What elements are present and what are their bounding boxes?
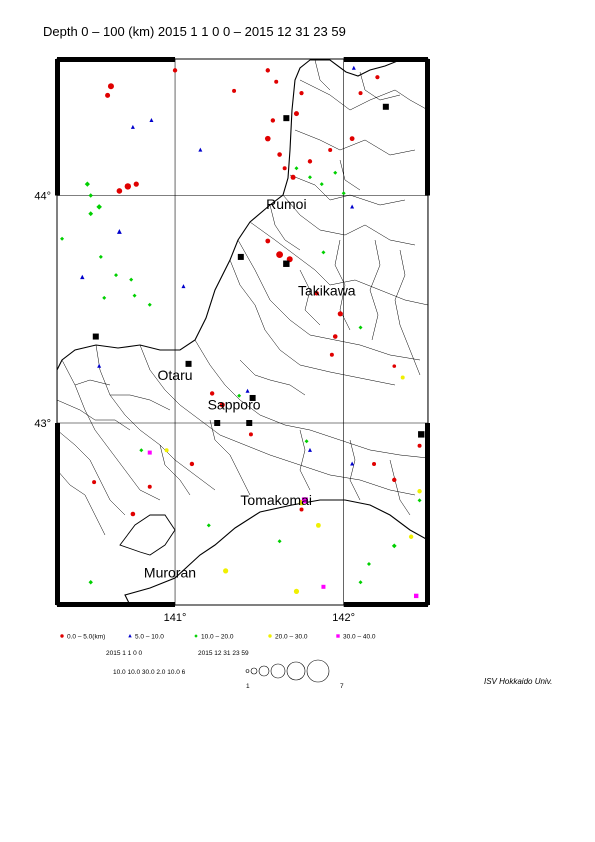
legend-label: 10.0 – 20.0 [201,633,234,641]
city-label: Otaru [157,366,193,383]
event-marker [131,125,135,129]
event-marker [392,543,397,548]
event-marker [165,448,169,452]
event-marker [333,334,338,339]
frame-bar [55,423,60,605]
coastline [57,60,428,605]
legend-timeline-values: 10.0 10.0 30.0 2.0 10.0 6 [113,669,186,676]
magnitude-scale-circle [271,664,285,678]
event-marker [401,376,405,380]
legend-label: 0.0 – 5.0(km) [67,633,106,641]
event-marker [129,278,133,282]
frame-bar [425,423,430,605]
city-label: Rumoi [266,196,307,213]
event-marker [125,183,131,189]
event-marker [359,580,363,584]
legend-symbol [128,634,131,637]
event-marker [367,562,371,566]
event-marker [149,118,153,122]
event-marker [181,284,185,288]
magnitude-min-label: 1 [246,683,250,690]
magnitude-scale-circle [246,670,249,673]
event-marker [133,294,137,298]
event-marker [114,273,118,277]
legend-label: 30.0 – 40.0 [343,633,376,641]
event-marker [330,353,334,357]
frame-bar [57,57,175,62]
event-marker [60,237,64,241]
legend-time-start: 2015 1 1 0 0 [106,650,143,657]
city-label: Takikawa [298,282,356,299]
event-marker [99,255,103,259]
event-marker [108,83,114,89]
event-marker [265,239,270,244]
event-marker [274,80,278,84]
event-marker [93,334,99,340]
event-marker [321,585,325,589]
frame-bar [344,602,428,607]
event-marker [238,254,244,260]
event-marker [96,204,102,210]
legend-symbol [336,634,339,637]
event-marker [383,104,389,110]
event-marker [117,188,123,194]
lat-tick-label: 44° [34,190,51,203]
event-marker [80,275,84,279]
frame-bar [57,602,175,607]
event-marker [277,152,282,157]
event-marker [352,66,356,70]
frame-bar [425,59,430,196]
event-marker [148,485,152,489]
legend-symbol [268,634,271,637]
event-marker [265,136,271,142]
event-marker [338,311,343,316]
event-marker [278,539,282,543]
legend-label: 20.0 – 30.0 [275,633,308,641]
legend-symbol [60,634,63,637]
event-marker [85,182,90,187]
event-marker [271,118,275,122]
lon-tick-label: 142° [332,612,356,624]
event-marker [294,111,299,116]
legend [60,633,376,690]
magnitude-scale-circle [251,668,257,674]
map-title: Depth 0 – 100 (km) 2015 1 1 0 0 – 2015 12 31 23 59 [43,24,346,39]
event-marker [418,431,424,437]
event-marker [283,166,287,170]
event-marker [392,478,396,482]
magnitude-scale-circle [259,666,269,676]
event-marker [89,193,93,197]
city-label: Muroran [143,564,197,581]
event-marker [173,68,177,72]
event-marker [375,75,379,79]
event-marker [372,462,376,466]
event-marker [232,89,236,93]
event-marker [117,229,122,234]
lon-tick-label: 141° [163,612,187,624]
magnitude-scale-circle [287,662,305,680]
credit: ISV Hokkaido Univ. [484,677,553,686]
event-marker [299,91,303,95]
event-marker [249,432,253,436]
event-marker [316,523,321,528]
event-marker [414,594,418,598]
event-marker [210,391,214,395]
event-marker [134,182,139,187]
event-marker [88,211,93,216]
event-marker [392,364,396,368]
event-marker [198,148,202,152]
event-marker [105,93,110,98]
event-marker [294,589,299,594]
event-marker [214,420,220,426]
event-marker [328,148,332,152]
event-marker [131,512,136,517]
event-marker [291,175,296,180]
event-marker [148,303,152,307]
event-marker [283,261,289,267]
legend-time-end: 2015 12 31 23 59 [198,650,249,657]
event-marker [276,251,283,258]
event-marker [148,451,152,455]
legend-label: 5.0 – 10.0 [135,633,164,641]
land-layer [57,60,428,605]
event-marker [350,136,355,141]
event-marker [300,507,304,511]
event-marker [409,535,413,539]
event-marker [417,489,421,493]
event-marker [266,68,270,72]
frame-bar [344,57,428,62]
magnitude-scale-circle [307,660,329,682]
legend-symbol [194,634,197,637]
lat-tick-label: 43° [34,418,51,430]
event-marker [246,420,252,426]
event-marker [418,444,422,448]
event-marker [92,480,96,484]
event-marker [223,568,228,573]
event-marker [283,115,289,121]
event-marker [102,296,106,300]
frame-bar [55,59,60,196]
city-label: Sapporo [207,396,261,413]
event-marker [190,462,194,466]
city-label: Tomakomai [240,491,313,508]
magnitude-max-label: 7 [340,683,344,690]
event-marker [359,91,363,95]
event-marker [308,159,312,163]
